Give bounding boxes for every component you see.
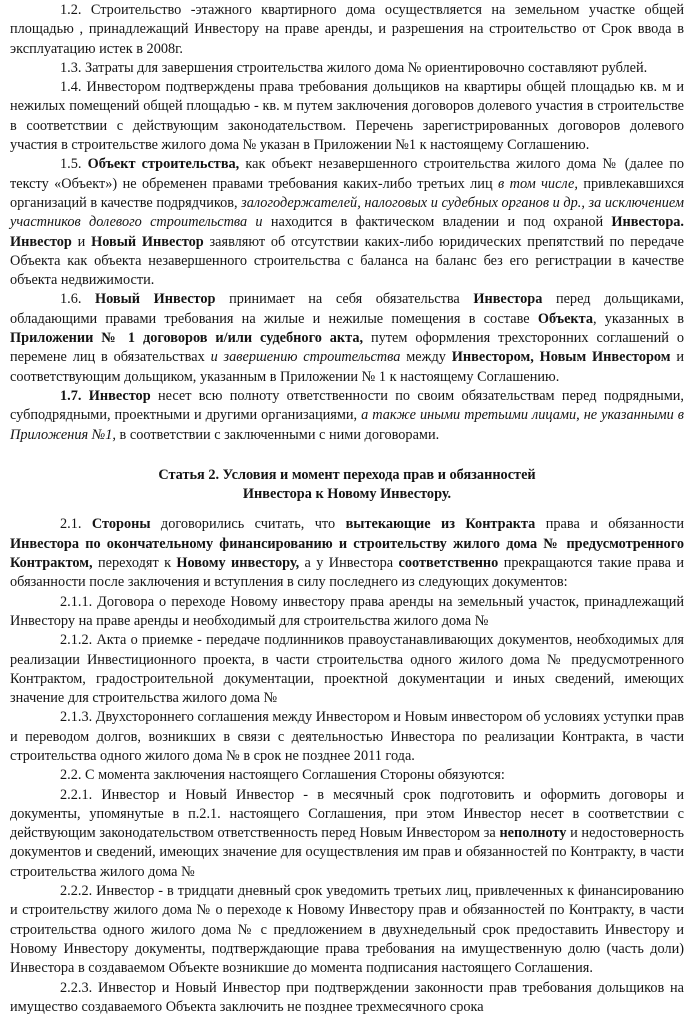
text-segment: несет всю полноту ответственности по своим обязательствам перед подрядными, субподрядными, проектными и другими организациями,: [10, 387, 685, 424]
text-segment: и завершению строительства: [210, 349, 401, 366]
text-segment: перед дольщиками, обладающими правами требования на жилые и нежилые помещения в составе: [10, 291, 684, 327]
paragraph-p1-2: [10, 1, 684, 59]
text-segment: а у Инвестора: [299, 555, 399, 572]
text-segment: Новому инвестору,: [176, 555, 300, 572]
text-segment: соответственно: [398, 555, 499, 572]
text-segment: 2.1.2. Акта о приемке - передаче подлинников правоустанавливающих документов, необходимых для реализации Инвестиционного проекта, в части строительства одного жилого дома № предусмотренного Контрактом, градостроительной документации, проектной документации и иных сведений, имеющих значение для строительства жилого дома №: [10, 632, 684, 707]
paragraph-p1-5: [10, 155, 684, 290]
text-segment: привлекавшихся организаций в качестве подрядчиков,: [10, 175, 684, 211]
text-segment: 1.3. Затраты для завершения строительства жилого дома № ориентировочно составляют рублей.: [60, 59, 648, 76]
article-2-section: [10, 515, 684, 1017]
text-segment: 2.1.1. Договора о переходе Новому инвестору права аренды на земельный участок, принадлежащий Инвестору на праве аренды и необходимый для строительства жилого дома №: [10, 593, 684, 629]
paragraph-p2-1-2: [10, 631, 684, 708]
text-segment: и соответствующим дольщиком, указанным в Приложении № 1 к настоящему Соглашению.: [10, 349, 685, 385]
spacer: [10, 445, 684, 466]
text-segment: 2.2. С момента заключения настоящего Соглашения Стороны обязуются:: [60, 767, 505, 784]
text-segment: 1.6.: [60, 291, 96, 308]
paragraph-p2-1: [10, 515, 684, 592]
paragraph-p2-2-1: [10, 786, 684, 882]
text-segment: принимает на себя обязательства: [215, 291, 474, 308]
text-segment: Инвестором, Новым Инвестором: [451, 349, 671, 366]
text-segment: заявляют об отсутствии каких-либо юридических препятствий по передаче Объекта как объекта незавершенного строительства с баланса на баланс без его регистрации в качестве объекта недвижимости.: [10, 233, 684, 289]
paragraph-p1-6: [10, 290, 684, 386]
paragraph-p2-2: [10, 766, 684, 785]
paragraph-p1-3: [10, 59, 684, 78]
text-segment: Новый Инвестор: [91, 233, 204, 250]
text-segment: права и обязанности: [535, 516, 684, 533]
text-segment: путем оформления трехсторонних соглашений о перемене лиц в обязательствах: [10, 330, 684, 366]
text-segment: Новый Инвестор: [95, 291, 216, 308]
paragraph-p1-4: [10, 78, 684, 155]
text-segment: 2.2.3. Инвестор и Новый Инвестор при подтверждении законности прав требования дольщиков на имущество создаваемого Объекта заключить не позднее трехмесячного срока: [10, 979, 684, 1015]
text-segment: 1.5.: [60, 156, 88, 173]
text-segment: 2.1.: [60, 516, 92, 533]
text-segment: 2.1.3. Двухстороннего соглашения между Инвестором и Новым инвестором об условиях уступки прав и переводом долгов, возникших в связи с деятельностью Инвестора по реализации Контракта, в части строительства одного жилого дома № в срок не позднее 2011 года.: [10, 709, 684, 764]
text-segment: 1.2. Строительство -этажного квартирного дома осуществляется на земельном участке общей площадью , принадлежащий Инвестору на праве аренды, и разрешения на строительство от Срок ввода в эксплуатацию истек в 2008г.: [10, 2, 684, 57]
text-segment: , указанных в: [593, 310, 685, 327]
text-segment: [81, 388, 88, 404]
text-segment: и: [71, 233, 92, 250]
article-1-section: [10, 1, 684, 445]
paragraph-p2-1-1: [10, 593, 684, 632]
text-segment: Приложении № 1 договоров и/или судебного акта,: [10, 330, 364, 347]
text-segment: в том числе,: [498, 175, 578, 192]
text-segment: между: [400, 349, 452, 366]
paragraph-p2-1-3: [10, 708, 684, 766]
text-segment: Объекта: [537, 310, 594, 327]
text-segment: находится в фактическом владении и под охраной: [262, 214, 612, 231]
text-segment: 1.7.: [60, 387, 82, 404]
text-segment: вытекающие из Контракта: [345, 516, 536, 533]
text-segment: договорились считать, что: [150, 516, 346, 533]
paragraph-p1-7: [10, 387, 684, 445]
article-2-heading-line-1: Статья 2. Условия и момент перехода прав и обязанностей: [158, 466, 536, 483]
text-segment: Инвестора: [473, 291, 543, 308]
text-segment: Инвестора. Инвестор: [10, 214, 684, 250]
paragraph-p2-2-2: [10, 882, 684, 978]
article-2-heading-line-2: Инвестора к Новому Инвестору.: [242, 486, 452, 503]
text-segment: 2.2.1. Инвестор и Новый Инвестор - в месячный срок подготовить и оформить договоры и документы, упомянутые в п.2.1. настоящего Соглашения, при этом Инвестор несет в соответствии с действующим законодательством ответственность перед Новым Инвестором за: [10, 786, 684, 842]
text-segment: Инвестора по окончательному финансированию и строительству жилого дома № предусмотренного Контрактом,: [10, 535, 684, 572]
text-segment: 1.4. Инвестором подтверждены права требования дольщиков на квартиры общей площадью кв. м и нежилых помещений общей площадью - кв. м путем заключения договоров долевого участия в строительстве в соответствии с действующим законодательством. Перечень зарегистрированных договоров долевого участия в строительстве жилого дома № указан в Приложении №1 к настоящему Соглашению.: [10, 79, 684, 154]
text-segment: Стороны: [91, 516, 151, 533]
text-segment: залогодержателей, налоговых и судебных органов и др., за исключением участников долевого строительства и: [10, 194, 685, 231]
paragraph-p2-2-3: [10, 979, 684, 1017]
text-segment: Инвестор: [88, 387, 151, 404]
text-segment: в соответствии с заключенными с ними договорами.: [115, 426, 440, 443]
spacer: [10, 504, 684, 515]
text-segment: и недостоверность документов и сведений, имеющих значение для осуществления им прав и обязанностей по Контракту, в части строительства жилого дома №: [10, 825, 685, 880]
text-segment: неполноту: [499, 825, 567, 842]
text-segment: а также иными третьими лицами, не указанными в Приложения №1,: [10, 407, 684, 443]
text-segment: переходят к: [92, 555, 177, 572]
text-segment: Объект строительства,: [87, 156, 240, 173]
text-segment: прекращаются такие права и обязанности после заключения и вступления в силу последнего из следующих документов:: [10, 555, 684, 591]
text-segment: как объект незавершенного строительства жилого дома № (далее по тексту «Объект») не обременен правами требования каких-либо третьих лиц: [10, 156, 684, 192]
text-segment: 2.2.2. Инвестор - в тридцати дневный срок уведомить третьих лиц, привлеченных к финансированию и строительству жилого дома № о переходе к Новому Инвестору прав и обязанностей по Контракту, в части строительства одного жилого дома № с предложением в двухнедельный срок предоставить Инвестору и Новому Инвестору документы, подтверждающие права требования на имущественную долю (часть доли) Инвестора в создаваемом Объекте возникшие до момента подписания настоящего Соглашения.: [10, 883, 684, 977]
